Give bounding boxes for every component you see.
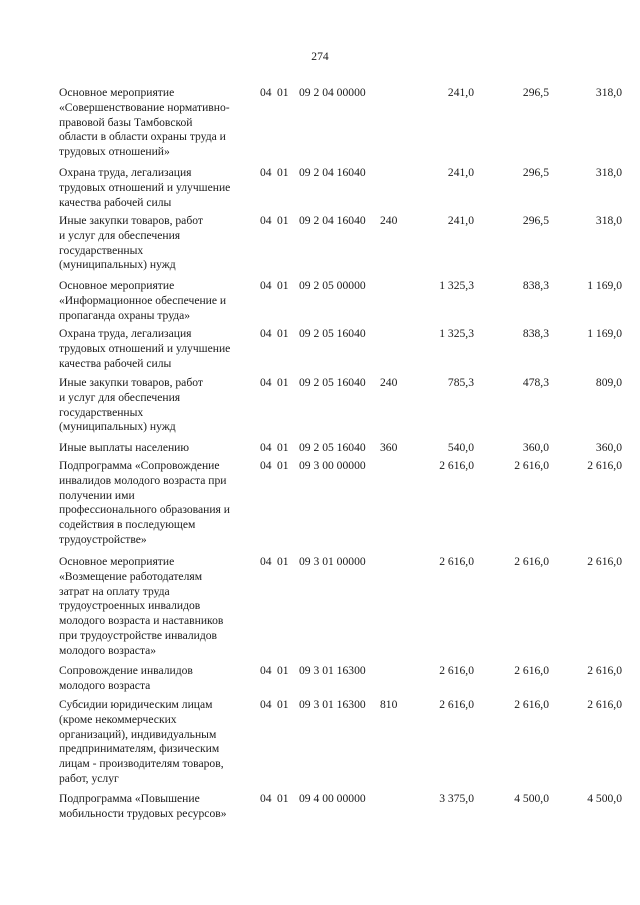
row-target-article: 09 3 01 16300: [299, 698, 366, 711]
row-expense-type: 240: [380, 214, 398, 227]
row-subsection: 01: [277, 698, 289, 711]
row-value-year3: 360,0: [595, 441, 622, 454]
row-value-year2: 838,3: [522, 279, 549, 292]
row-value-year2: 4 500,0: [514, 792, 549, 805]
row-target-article: 09 2 05 00000: [299, 279, 366, 292]
page-number: 274: [311, 50, 329, 63]
row-value-year1: 1 325,3: [439, 327, 474, 340]
row-value-year1: 2 616,0: [439, 664, 474, 677]
row-target-article: 09 2 04 00000: [299, 86, 366, 99]
row-value-year3: 318,0: [595, 214, 622, 227]
row-value-year3: 1 169,0: [587, 327, 622, 340]
row-subsection: 01: [277, 441, 289, 454]
row-value-year3: 2 616,0: [587, 664, 622, 677]
row-target-article: 09 2 04 16040: [299, 166, 366, 179]
row-value-year3: 2 616,0: [587, 698, 622, 711]
row-value-year2: 2 616,0: [514, 459, 549, 472]
row-value-year1: 241,0: [447, 214, 474, 227]
row-expense-type: 240: [380, 376, 398, 389]
row-value-year2: 478,3: [522, 376, 549, 389]
row-value-year2: 296,5: [522, 166, 549, 179]
row-section: 04: [260, 664, 272, 677]
row-target-article: 09 2 04 16040: [299, 214, 366, 227]
row-section: 04: [260, 459, 272, 472]
row-name: Охрана труда, легализация трудовых отношений и улучшение качества рабочей силы: [59, 166, 231, 209]
row-value-year1: 2 616,0: [439, 698, 474, 711]
row-subsection: 01: [277, 214, 289, 227]
row-target-article: 09 3 00 00000: [299, 459, 366, 472]
row-value-year2: 838,3: [522, 327, 549, 340]
row-subsection: 01: [277, 792, 289, 805]
row-name: Сопровождение инвалидов молодого возраста: [59, 664, 193, 692]
row-name: Иные закупки товаров, работ и услуг для обеспечения государственных (муниципальных) нужд: [59, 214, 203, 272]
row-value-year2: 2 616,0: [514, 555, 549, 568]
row-value-year1: 2 616,0: [439, 555, 474, 568]
row-name: Субсидии юридическим лицам (кроме некоммерческих организаций), индивидуальным предпринимателям, физическим лицам - производителям товаров, работ, услуг: [59, 698, 224, 785]
row-value-year3: 2 616,0: [587, 459, 622, 472]
row-section: 04: [260, 279, 272, 292]
row-section: 04: [260, 214, 272, 227]
row-value-year2: 360,0: [522, 441, 549, 454]
row-value-year3: 318,0: [595, 86, 622, 99]
row-name: Подпрограмма «Повышение мобильности трудовых ресурсов»: [59, 792, 227, 820]
row-value-year2: 2 616,0: [514, 664, 549, 677]
row-target-article: 09 2 05 16040: [299, 376, 366, 389]
row-section: 04: [260, 441, 272, 454]
row-target-article: 09 3 01 16300: [299, 664, 366, 677]
row-subsection: 01: [277, 664, 289, 677]
row-section: 04: [260, 86, 272, 99]
row-value-year2: 296,5: [522, 214, 549, 227]
row-value-year2: 2 616,0: [514, 698, 549, 711]
row-value-year3: 4 500,0: [587, 792, 622, 805]
row-value-year2: 296,5: [522, 86, 549, 99]
row-section: 04: [260, 792, 272, 805]
row-name: Основное мероприятие «Совершенствование нормативно- правовой базы Тамбовской области в области охраны труда и трудовых отношений»: [59, 86, 230, 159]
row-value-year1: 241,0: [447, 166, 474, 179]
row-name: Иные выплаты населению: [59, 441, 190, 454]
row-subsection: 01: [277, 327, 289, 340]
row-value-year3: 1 169,0: [587, 279, 622, 292]
row-name: Основное мероприятие «Возмещение работодателям затрат на оплату труда трудоустроенных инвалидов молодого возраста и наставников при трудоустройстве инвалидов молодого возраста»: [59, 555, 224, 657]
row-name: Охрана труда, легализация трудовых отношений и улучшение качества рабочей силы: [59, 327, 231, 370]
row-subsection: 01: [277, 459, 289, 472]
row-section: 04: [260, 376, 272, 389]
row-value-year1: 1 325,3: [439, 279, 474, 292]
row-subsection: 01: [277, 555, 289, 568]
row-section: 04: [260, 327, 272, 340]
row-value-year1: 241,0: [447, 86, 474, 99]
row-name: Иные закупки товаров, работ и услуг для обеспечения государственных (муниципальных) нужд: [59, 376, 203, 434]
row-value-year1: 3 375,0: [439, 792, 474, 805]
row-subsection: 01: [277, 376, 289, 389]
row-value-year3: 809,0: [595, 376, 622, 389]
row-target-article: 09 2 05 16040: [299, 441, 366, 454]
row-target-article: 09 2 05 16040: [299, 327, 366, 340]
row-section: 04: [260, 698, 272, 711]
row-target-article: 09 4 00 00000: [299, 792, 366, 805]
row-section: 04: [260, 555, 272, 568]
row-section: 04: [260, 166, 272, 179]
row-value-year3: 318,0: [595, 166, 622, 179]
row-name: Подпрограмма «Сопровождение инвалидов молодого возраста при получении ими профессионального образования и содействия в последующем трудоустройстве»: [59, 459, 230, 546]
row-expense-type: 810: [380, 698, 398, 711]
row-value-year1: 2 616,0: [439, 459, 474, 472]
row-subsection: 01: [277, 279, 289, 292]
row-value-year3: 2 616,0: [587, 555, 622, 568]
row-target-article: 09 3 01 00000: [299, 555, 366, 568]
row-name: Основное мероприятие «Информационное обеспечение и пропаганда охраны труда»: [59, 279, 227, 322]
row-value-year1: 785,3: [447, 376, 474, 389]
row-value-year1: 540,0: [447, 441, 474, 454]
row-expense-type: 360: [380, 441, 398, 454]
row-subsection: 01: [277, 166, 289, 179]
row-subsection: 01: [277, 86, 289, 99]
